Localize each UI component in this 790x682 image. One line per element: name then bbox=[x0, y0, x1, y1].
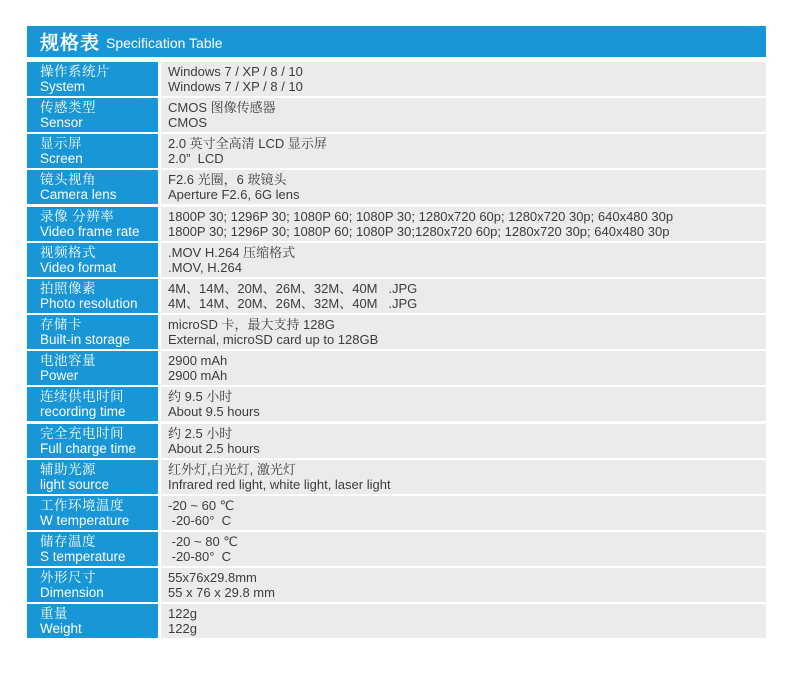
spec-label-en: System bbox=[40, 79, 86, 94]
spec-value-zh: 2900 mAh bbox=[168, 353, 228, 369]
spec-value-en: 1800P 30; 1296P 30; 1080P 60; 1080P 30;1280x720 60p; 1280x720 30p; 640x480 30p bbox=[168, 223, 670, 239]
spec-row bbox=[27, 460, 766, 494]
spec-label bbox=[27, 98, 158, 132]
spec-value-zh: 1800P 30; 1296P 30; 1080P 60; 1080P 30; 1280x720 60p; 1280x720 30p; 640x480 30p bbox=[168, 208, 674, 224]
spec-value-en: 2900 mAh bbox=[168, 368, 228, 384]
table-header bbox=[27, 26, 766, 57]
spec-label-zh: 辅助光源 bbox=[40, 461, 96, 477]
spec-value-en: Windows 7 / XP / 8 / 10 bbox=[168, 79, 303, 94]
spec-label bbox=[27, 351, 158, 385]
spec-row bbox=[27, 351, 766, 385]
spec-label-zh: 完全充电时间 bbox=[40, 425, 124, 441]
spec-label-en: light source bbox=[40, 476, 110, 492]
spec-value bbox=[161, 315, 766, 349]
spec-label-zh: 镜头视角 bbox=[40, 172, 96, 188]
spec-value-zh: microSD 卡，最大支持 128G bbox=[168, 317, 335, 333]
spec-value-zh: 红外灯,白光灯, 激光灯 bbox=[168, 461, 296, 477]
spec-label-en: Photo resolution bbox=[40, 295, 138, 311]
spec-value-zh: 122g bbox=[168, 606, 197, 622]
spec-value-en: 2.0” LCD bbox=[168, 151, 224, 167]
spec-label-en: Dimension bbox=[40, 585, 104, 601]
spec-value-zh: CMOS 图像传感器 bbox=[168, 100, 276, 116]
spec-value bbox=[161, 351, 766, 385]
spec-value bbox=[161, 604, 766, 638]
spec-value-zh: 55x76x29.8mm bbox=[168, 570, 257, 586]
spec-value bbox=[161, 134, 766, 168]
spec-row bbox=[27, 496, 766, 530]
spec-label-en: Weight bbox=[40, 621, 82, 637]
spec-label bbox=[27, 532, 158, 566]
spec-label-en: Camera lens bbox=[40, 187, 117, 203]
spec-row bbox=[27, 279, 766, 313]
spec-value-zh: 约 2.5 小时 bbox=[168, 425, 233, 441]
spec-label bbox=[27, 568, 158, 602]
spec-label bbox=[27, 315, 158, 349]
spec-value bbox=[161, 98, 766, 132]
spec-value-en: -20-80° C bbox=[168, 549, 232, 565]
spec-label-zh: 操作系统片 bbox=[40, 64, 110, 79]
spec-label-en: Power bbox=[40, 368, 79, 384]
spec-row bbox=[27, 532, 766, 566]
specification-table bbox=[27, 26, 766, 641]
spec-label-en: Full charge time bbox=[40, 440, 137, 456]
spec-label bbox=[27, 604, 158, 638]
spec-value bbox=[161, 460, 766, 494]
spec-label bbox=[27, 243, 158, 277]
spec-value bbox=[161, 424, 766, 458]
spec-row bbox=[27, 134, 766, 168]
spec-label-en: W temperature bbox=[40, 512, 130, 528]
spec-label-zh: 外形尺寸 bbox=[40, 570, 96, 586]
spec-value-en: -20-60° C bbox=[168, 512, 232, 528]
spec-value-en: .MOV, H.264 bbox=[168, 259, 242, 275]
spec-label-zh: 电池容量 bbox=[40, 353, 96, 369]
spec-value-en: About 9.5 hours bbox=[168, 404, 260, 420]
spec-label-en: Sensor bbox=[40, 115, 83, 131]
spec-label-zh: 存储卡 bbox=[40, 317, 82, 333]
spec-row bbox=[27, 170, 766, 204]
spec-label-en: Video frame rate bbox=[40, 223, 140, 239]
spec-value bbox=[161, 496, 766, 530]
spec-value-zh: F2.6 光圈，6 玻镜头 bbox=[168, 172, 287, 188]
spec-value-zh: Windows 7 / XP / 8 / 10 bbox=[168, 64, 303, 79]
spec-value-zh: -20 ~ 80 ℃ bbox=[168, 534, 238, 550]
table-title-en: Specification Table bbox=[106, 34, 223, 51]
spec-label bbox=[27, 279, 158, 313]
spec-value bbox=[161, 532, 766, 566]
spec-row bbox=[27, 315, 766, 349]
spec-value-en: 122g bbox=[168, 621, 197, 637]
spec-row bbox=[27, 424, 766, 458]
spec-label bbox=[27, 207, 158, 241]
spec-label-zh: 录像 分辨率 bbox=[40, 208, 115, 224]
spec-label-en: Screen bbox=[40, 151, 83, 167]
spec-row bbox=[27, 207, 766, 241]
spec-label bbox=[27, 62, 158, 96]
spec-value-en: CMOS bbox=[168, 115, 207, 131]
spec-row bbox=[27, 604, 766, 638]
spec-label-zh: 工作环境温度 bbox=[40, 497, 124, 513]
spec-label-en: Video format bbox=[40, 259, 117, 275]
spec-row bbox=[27, 243, 766, 277]
spec-row bbox=[27, 62, 766, 96]
spec-label-en: Built-in storage bbox=[40, 332, 131, 348]
spec-label-zh: 拍照像素 bbox=[40, 280, 96, 296]
spec-label-zh: 传感类型 bbox=[40, 100, 96, 116]
spec-value bbox=[161, 568, 766, 602]
spec-value-en: 55 x 76 x 29.8 mm bbox=[168, 585, 275, 601]
spec-value-zh: .MOV H.264 压缩格式 bbox=[168, 244, 296, 260]
spec-label bbox=[27, 496, 158, 530]
spec-label bbox=[27, 460, 158, 494]
spec-label-en: recording time bbox=[40, 404, 126, 420]
spec-value-zh: 4M、14M、20M、26M、32M、40M .JPG bbox=[168, 280, 418, 296]
spec-label-zh: 储存温度 bbox=[40, 534, 96, 550]
spec-row bbox=[27, 98, 766, 132]
spec-value-en: External, microSD card up to 128GB bbox=[168, 332, 379, 348]
spec-label-en: S temperature bbox=[40, 549, 126, 565]
spec-row bbox=[27, 568, 766, 602]
spec-value-zh: 约 9.5 小时 bbox=[168, 389, 233, 405]
spec-value-en: Infrared red light, white light, laser light bbox=[168, 476, 391, 492]
spec-value bbox=[161, 279, 766, 313]
spec-row bbox=[27, 387, 766, 421]
spec-label bbox=[27, 387, 158, 421]
spec-value bbox=[161, 243, 766, 277]
spec-rows bbox=[27, 62, 766, 641]
spec-value bbox=[161, 62, 766, 96]
spec-label-zh: 显示屏 bbox=[40, 136, 82, 152]
table-title-zh: 规格表 bbox=[40, 33, 101, 54]
spec-value-en: 4M、14M、20M、26M、32M、40M .JPG bbox=[168, 295, 418, 311]
spec-label-zh: 视频格式 bbox=[40, 244, 96, 260]
spec-label bbox=[27, 170, 158, 204]
spec-label-zh: 重量 bbox=[40, 606, 68, 622]
spec-label-zh: 连续供电时间 bbox=[40, 389, 124, 405]
spec-value bbox=[161, 170, 766, 204]
spec-value-zh: -20 ~ 60 ℃ bbox=[168, 497, 235, 513]
spec-value bbox=[161, 387, 766, 421]
spec-value-en: Aperture F2.6, 6G lens bbox=[168, 187, 300, 203]
spec-value-en: About 2.5 hours bbox=[168, 440, 260, 456]
spec-value bbox=[161, 207, 766, 241]
spec-label bbox=[27, 134, 158, 168]
spec-label bbox=[27, 424, 158, 458]
spec-value-zh: 2.0 英寸全高清 LCD 显示屏 bbox=[168, 136, 327, 152]
